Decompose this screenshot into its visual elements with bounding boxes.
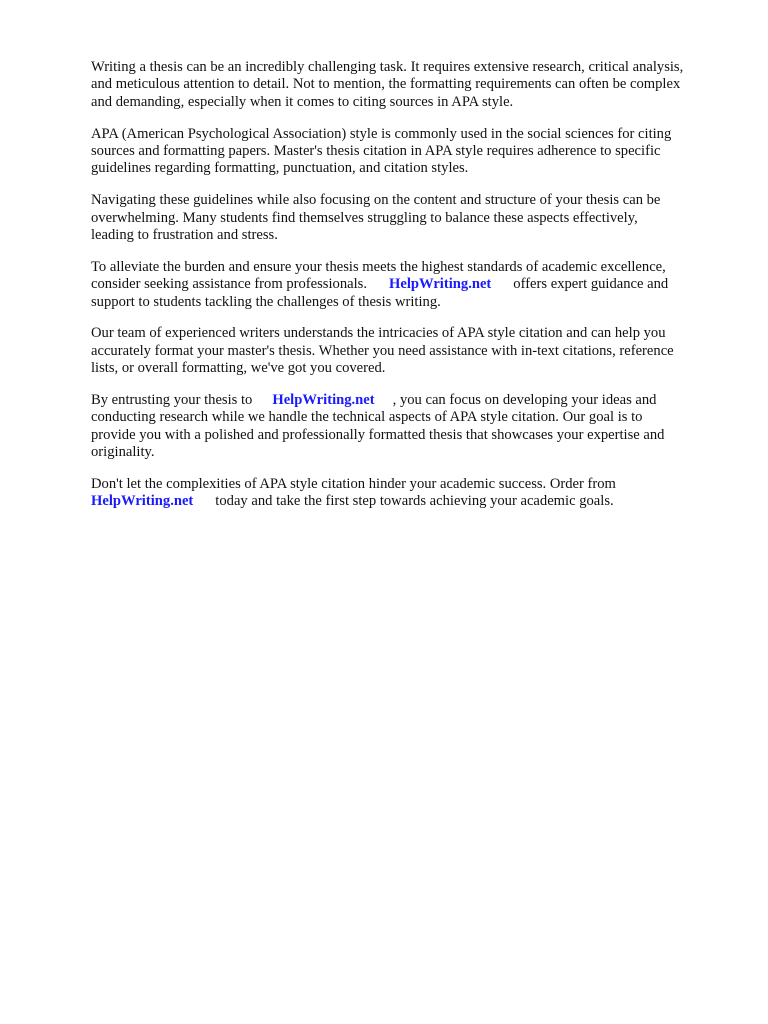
paragraph-text: By entrusting your thesis to xyxy=(91,392,253,409)
paragraph-text: consider seeking assistance from professionals. xyxy=(91,276,367,293)
paragraph-line: sources and formatting papers. Master's thesis citation in APA style requires adherence to specific xyxy=(91,143,661,160)
paragraph-order xyxy=(91,476,731,511)
paragraph-line: conducting research while we handle the technical aspects of APA style citation. Our goal is to xyxy=(91,409,643,426)
paragraph-line: and meticulous attention to detail. Not to mention, the formatting requirements can often be complex xyxy=(91,76,681,93)
paragraph-line: Writing a thesis can be an incredibly challenging task. It requires extensive research, critical analysis, xyxy=(91,59,684,75)
helpwriting-link[interactable]: HelpWriting.net xyxy=(272,392,375,409)
paragraph-navigating xyxy=(91,192,731,244)
paragraph-text: , you can focus on developing your ideas and xyxy=(392,392,657,409)
paragraph-entrusting xyxy=(91,392,731,462)
helpwriting-link[interactable]: HelpWriting.net xyxy=(389,276,492,293)
paragraph-line: APA (American Psychological Association) style is commonly used in the social sciences for citing xyxy=(91,125,672,142)
helpwriting-link[interactable]: HelpWriting.net xyxy=(91,493,194,510)
paragraph-team xyxy=(91,325,731,377)
paragraph-line: lists, or overall formatting, we've got you covered. xyxy=(91,360,386,377)
paragraph-intro xyxy=(91,59,731,111)
paragraph-line: provide you with a polished and professionally formatted thesis that showcases your expertise and xyxy=(91,426,665,443)
paragraph-text: today and take the first step towards achieving your academic goals. xyxy=(215,493,614,510)
paragraph-line: support to students tackling the challenges of thesis writing. xyxy=(91,293,441,310)
paragraph-line: overwhelming. Many students find themselves struggling to balance these aspects effectively, xyxy=(91,209,638,226)
paragraph-line: Our team of experienced writers understands the intricacies of APA style citation and can help you xyxy=(91,325,666,342)
paragraph-line xyxy=(91,276,731,293)
paragraph-line: guidelines regarding formatting, punctuation, and citation styles. xyxy=(91,160,469,177)
paragraph-line: originality. xyxy=(91,444,155,461)
paragraph-line: Navigating these guidelines while also focusing on the content and structure of your thesis can be xyxy=(91,192,661,209)
paragraph-line: leading to frustration and stress. xyxy=(91,227,278,244)
paragraph-line: accurately format your master's thesis. Whether you need assistance with in-text citations, reference xyxy=(91,342,674,359)
document-page xyxy=(91,59,731,525)
paragraph-line xyxy=(91,493,731,510)
paragraph-line: Don't let the complexities of APA style citation hinder your academic success. Order from xyxy=(91,476,616,493)
paragraph-alleviate xyxy=(91,259,731,311)
paragraph-line: To alleviate the burden and ensure your thesis meets the highest standards of academic excellence, xyxy=(91,258,666,275)
paragraph-line: and demanding, especially when it comes to citing sources in APA style. xyxy=(91,93,514,110)
paragraph-apa-description xyxy=(91,126,731,178)
paragraph-text: offers expert guidance and xyxy=(513,276,669,293)
paragraph-line xyxy=(91,392,731,409)
